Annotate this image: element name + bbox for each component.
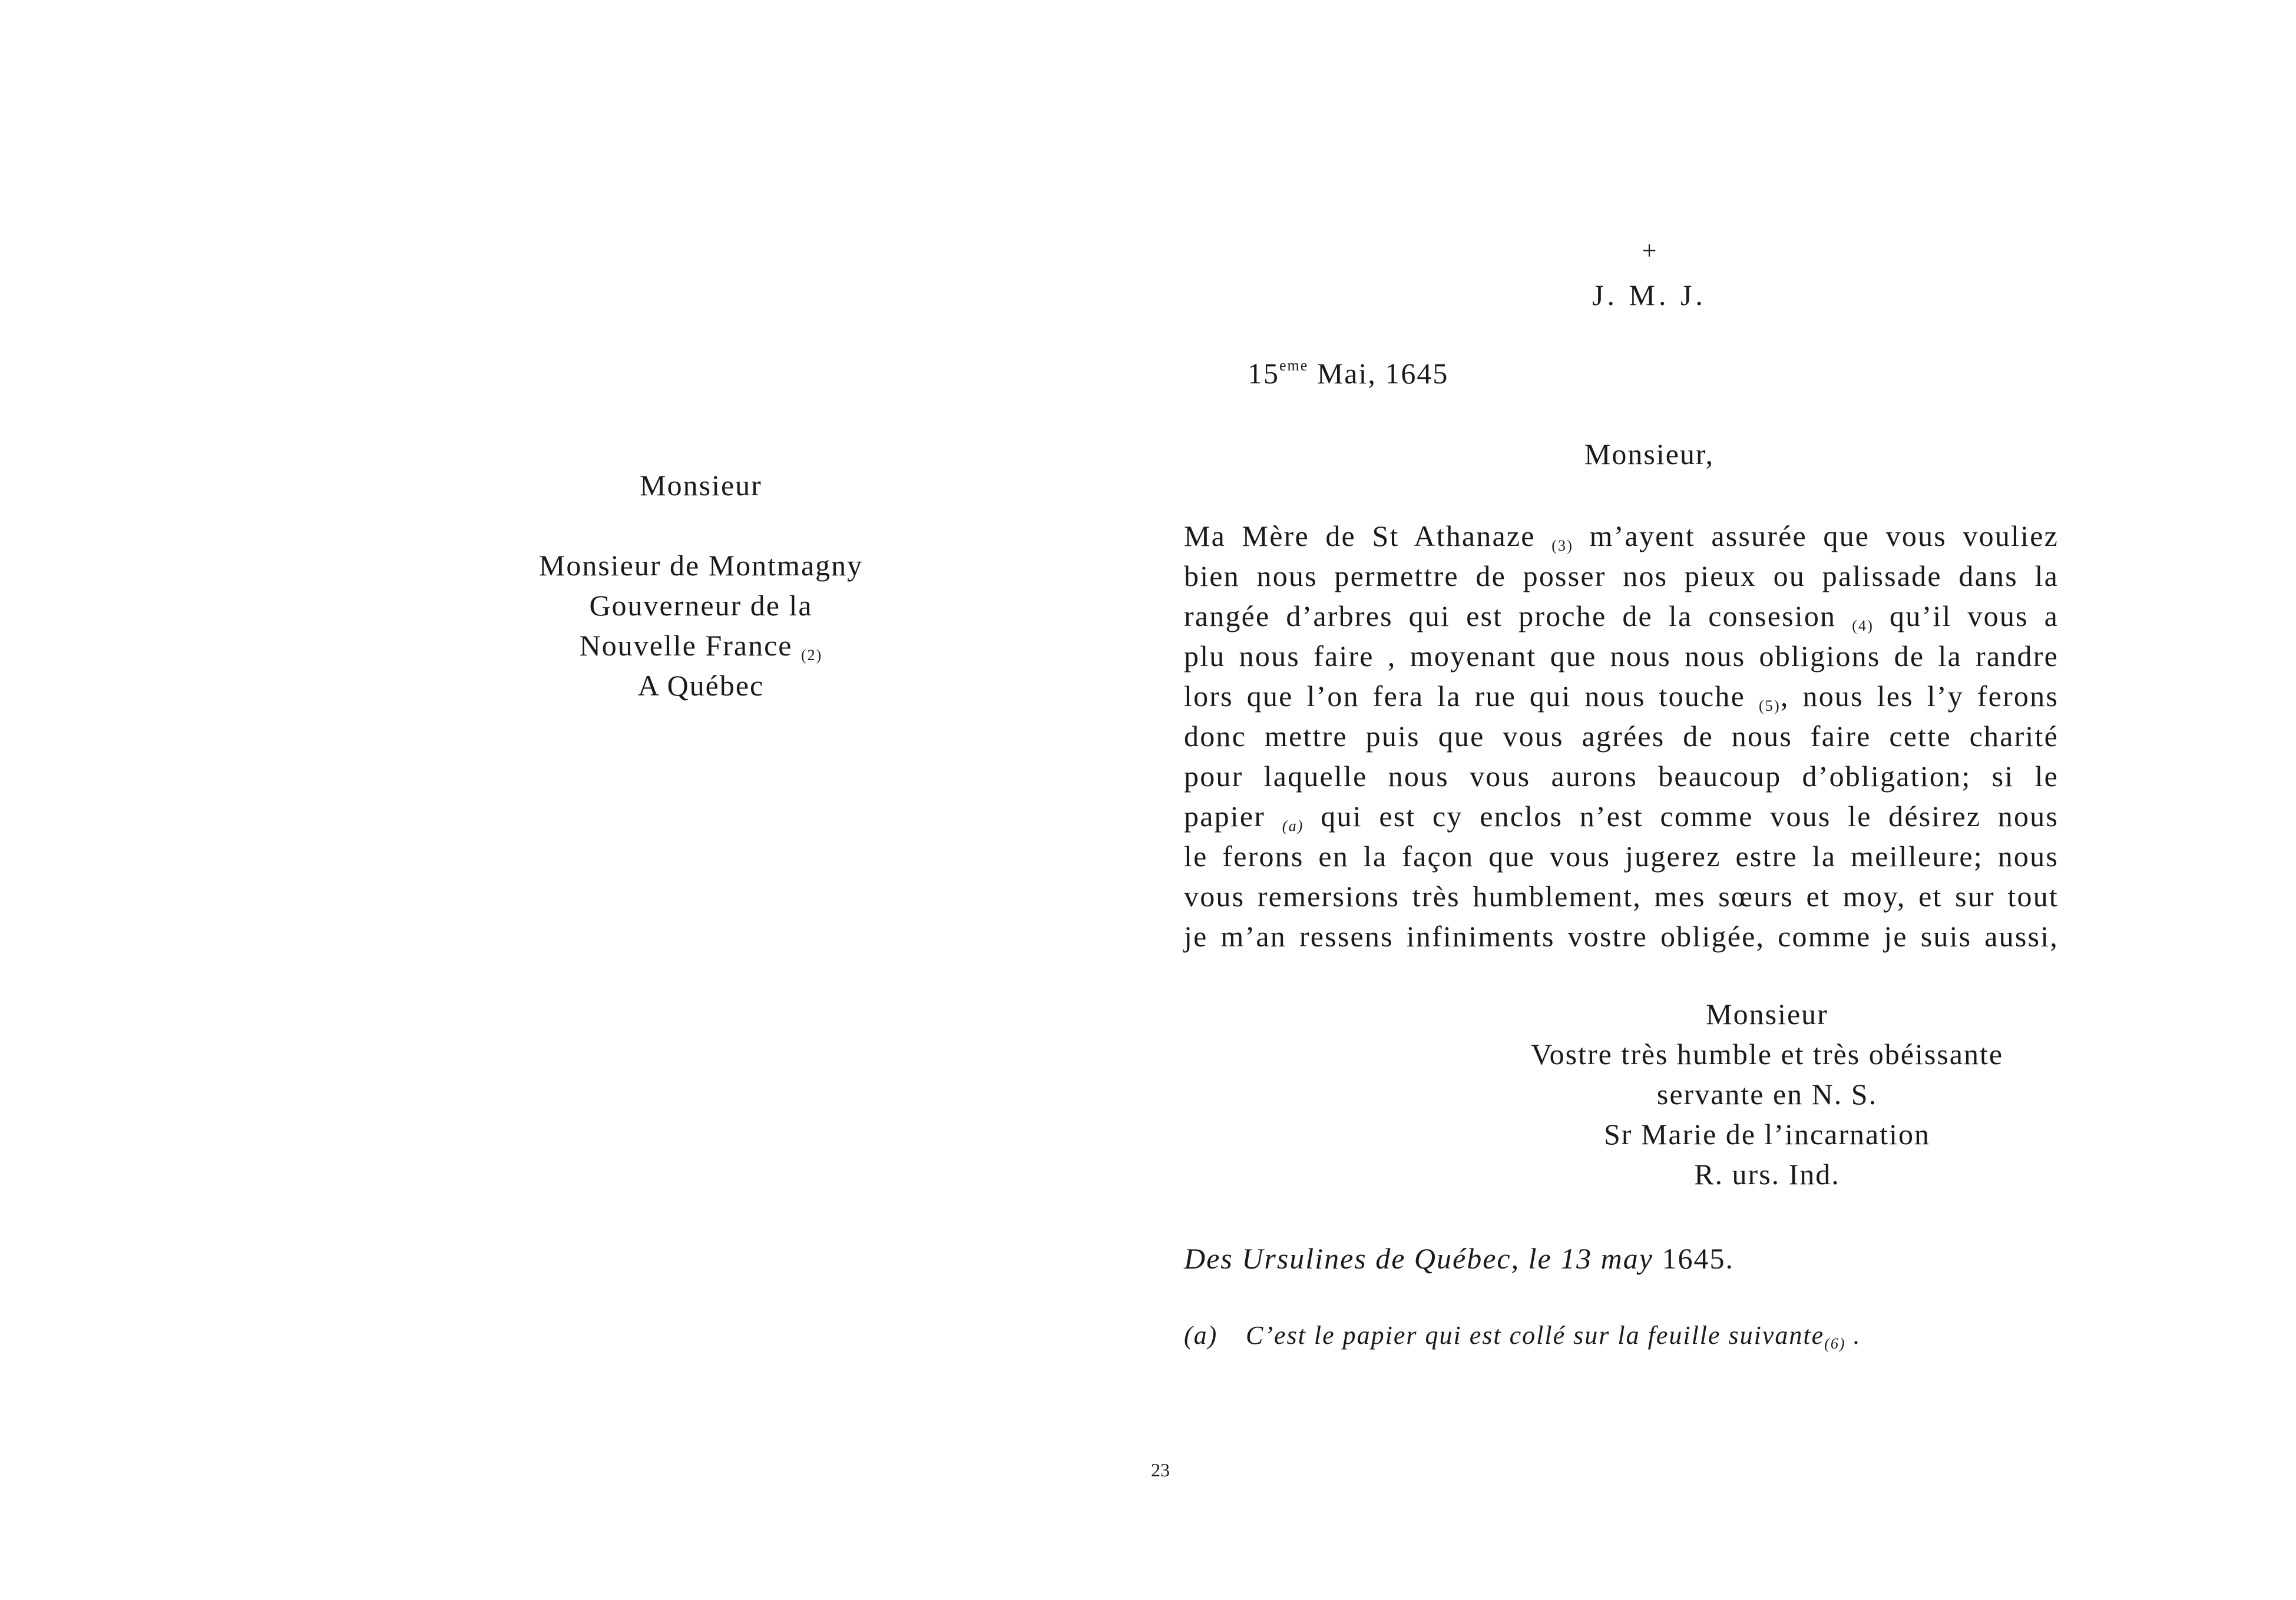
- body-text: papier: [1184, 800, 1266, 833]
- body-text: Ma Mère de St Athanaze: [1184, 519, 1536, 552]
- address-office: Gouverneur de la: [589, 589, 813, 622]
- place-dateline: [1184, 1241, 1734, 1276]
- closing-formula: Vostre très humble et très obéissante: [1530, 1038, 2004, 1071]
- body-line: pour laquelle nous vous aurons beaucoup d’obligation; si le: [1184, 760, 2059, 793]
- address-title: Monsieur: [640, 469, 762, 502]
- letter-body: [1184, 516, 2059, 956]
- address-gap: [518, 505, 884, 545]
- body-line: je m’an ressens infiniments vostre obligée, comme je suis aussi,: [1184, 920, 2059, 953]
- footnote-ref-5: (5): [1758, 697, 1781, 714]
- letter-date: [1248, 356, 1448, 390]
- footnote-ref-a: (a): [1282, 817, 1304, 834]
- date-rest: Mai, 1645: [1308, 357, 1449, 390]
- signature-name: Sr Marie de l’incarnation: [1604, 1118, 1930, 1151]
- address-recipient: Monsieur de Montmagny: [538, 549, 864, 582]
- body-line: [1184, 596, 2059, 636]
- footnote-a: [1184, 1320, 1861, 1350]
- body-line: [1184, 516, 2059, 556]
- salutation: Monsieur,: [1584, 438, 1715, 471]
- body-line: vous remersions très humblement, mes sœurs et moy, et sur tout: [1184, 880, 2059, 913]
- jmj-heading: J. M. J.: [1592, 279, 1706, 312]
- date-suffix: eme: [1279, 357, 1309, 374]
- closing-formula-cont: servante en N. S.: [1656, 1078, 1878, 1111]
- address-block: [518, 465, 884, 705]
- date-day: 15: [1248, 357, 1279, 390]
- footnote-ref-2: (2): [800, 647, 823, 664]
- dateline-text: Des Ursulines de Québec, le 13 may: [1184, 1242, 1653, 1275]
- body-line: donc mettre puis que vous agrées de nous faire cette charité: [1184, 720, 2059, 753]
- address-country-text: Nouvelle France: [579, 629, 793, 662]
- dateline-year: 1645.: [1653, 1242, 1734, 1275]
- footnote-end: .: [1845, 1321, 1861, 1350]
- address-country: [518, 625, 884, 665]
- footnote-ref-4: (4): [1852, 617, 1874, 634]
- address-city: A Québec: [637, 669, 765, 702]
- body-line: [1184, 676, 2059, 716]
- body-text: qui est cy enclos n’est comme vous le désirez nous: [1304, 800, 2059, 833]
- body-text: m’ayent assurée que vous vouliez: [1573, 519, 2059, 552]
- body-line: plu nous faire , moyenant que nous nous obligions de la randre: [1184, 640, 2059, 673]
- footnote-label: (a): [1184, 1321, 1218, 1350]
- closing-block: [1484, 994, 2050, 1194]
- body-line: le ferons en la façon que vous jugerez estre la meilleure; nous: [1184, 840, 2059, 873]
- footnote-ref-6: (6): [1824, 1335, 1846, 1352]
- signature-order: R. urs. Ind.: [1694, 1158, 1840, 1191]
- footnote-ref-3: (3): [1551, 537, 1574, 554]
- closing-address: Monsieur: [1706, 998, 1828, 1031]
- body-text: lors que l’on fera la rue qui nous touche: [1184, 680, 1746, 713]
- body-text: , nous les l’y ferons: [1780, 680, 2059, 713]
- footnote-text: C’est le papier qui est collé sur la feuille suivante: [1246, 1321, 1825, 1350]
- cross-symbol: +: [1642, 236, 1657, 265]
- body-text: qu’il vous a: [1874, 599, 2059, 632]
- body-text: rangée d’arbres qui est proche de la consesion: [1184, 599, 1837, 632]
- body-line: [1184, 796, 2059, 836]
- page-number: 23: [1151, 1459, 1170, 1480]
- body-line: bien nous permettre de posser nos pieux ou palissade dans la: [1184, 559, 2059, 592]
